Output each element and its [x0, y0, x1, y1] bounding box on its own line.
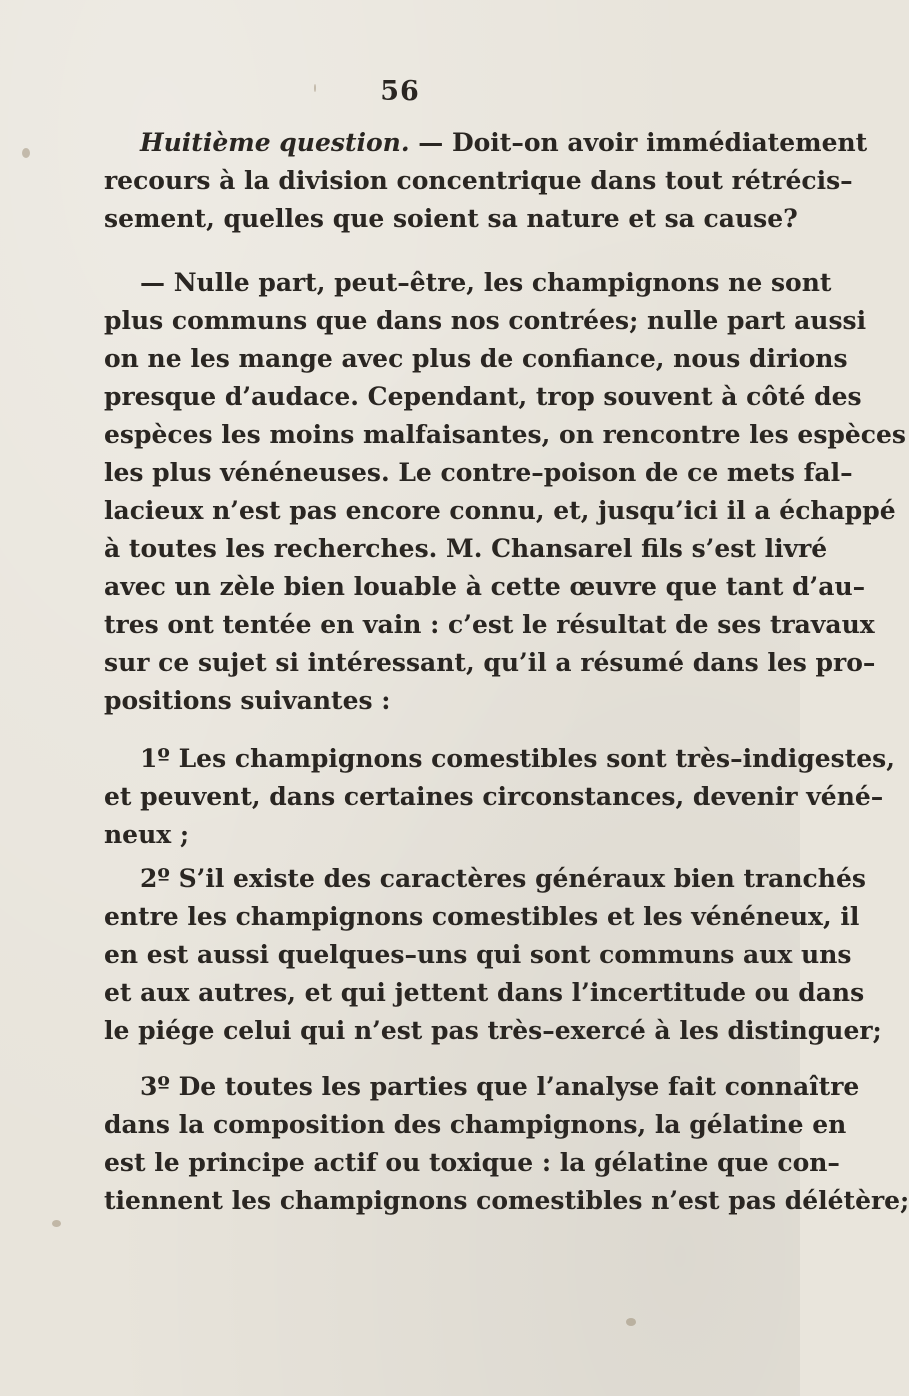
text-line: le piége celui qui n’est pas très–exercé à les distinguer; — [104, 1016, 882, 1045]
text-line: — Nulle part, peut–être, les champignons ne sont — [140, 268, 832, 297]
paper-speck — [22, 148, 30, 158]
text-line: lacieux n’est pas encore connu, et, jusqu’ici il a échappé — [104, 496, 896, 525]
text-line: neux ; — [104, 820, 190, 849]
text-line: dans la composition des champignons, la gélatine en — [104, 1110, 847, 1139]
text-line: avec un zèle bien louable à cette œuvre que tant d’au– — [104, 572, 866, 601]
text-line: espèces les moins malfaisantes, on rencontre les espèces — [104, 420, 906, 449]
text-line: presque d’audace. Cependant, trop souvent à côté des — [104, 382, 862, 411]
text-line: et aux autres, et qui jettent dans l’incertitude ou dans — [104, 978, 865, 1007]
text-line: positions suivantes : — [104, 686, 391, 715]
text-line: on ne les mange avec plus de confiance, nous dirions — [104, 344, 848, 373]
paper-speck — [314, 84, 316, 92]
text-line: 1º Les champignons comestibles sont très–indigestes, — [140, 744, 895, 773]
text-line: est le principe actif ou toxique : la gélatine que con– — [104, 1148, 840, 1177]
proposition-1 — [104, 740, 895, 854]
question-heading — [104, 124, 868, 238]
text-line: tres ont tentée en vain : c’est le résultat de ses travaux — [104, 610, 875, 639]
question-line-text: — Doit–on avoir immédiatement — [409, 128, 868, 157]
page-number: 56 — [380, 76, 420, 107]
proposition-2 — [104, 860, 882, 1050]
text-line: 3º De toutes les parties que l’analyse fait connaître — [140, 1072, 860, 1101]
paper-speck — [626, 1318, 636, 1326]
text-line: entre les champignons comestibles et les vénéneux, il — [104, 902, 860, 931]
text-line: à toutes les recherches. M. Chansarel fils s’est livré — [104, 534, 828, 563]
text-line: et peuvent, dans certaines circonstances, devenir véné– — [104, 782, 884, 811]
text-line: les plus vénéneuses. Le contre–poison de ce mets fal– — [104, 458, 853, 487]
paragraph-answer — [104, 264, 906, 720]
text-line: sement, quelles que soient sa nature et sa cause? — [104, 204, 798, 233]
paper-speck — [52, 1220, 61, 1227]
text-line: en est aussi quelques–uns qui sont communs aux uns — [104, 940, 852, 969]
text-line — [104, 124, 868, 162]
text-line: sur ce sujet si intéressant, qu’il a résumé dans les pro– — [104, 648, 876, 677]
question-label: Huitième question. — [140, 128, 410, 157]
text-line: plus communs que dans nos contrées; nulle part aussi — [104, 306, 867, 335]
text-line: 2º S’il existe des caractères généraux bien tranchés — [140, 864, 866, 893]
proposition-3 — [104, 1068, 909, 1220]
text-line: recours à la division concentrique dans tout rétrécis– — [104, 166, 853, 195]
text-line: tiennent les champignons comestibles n’est pas délétère; — [104, 1186, 909, 1215]
